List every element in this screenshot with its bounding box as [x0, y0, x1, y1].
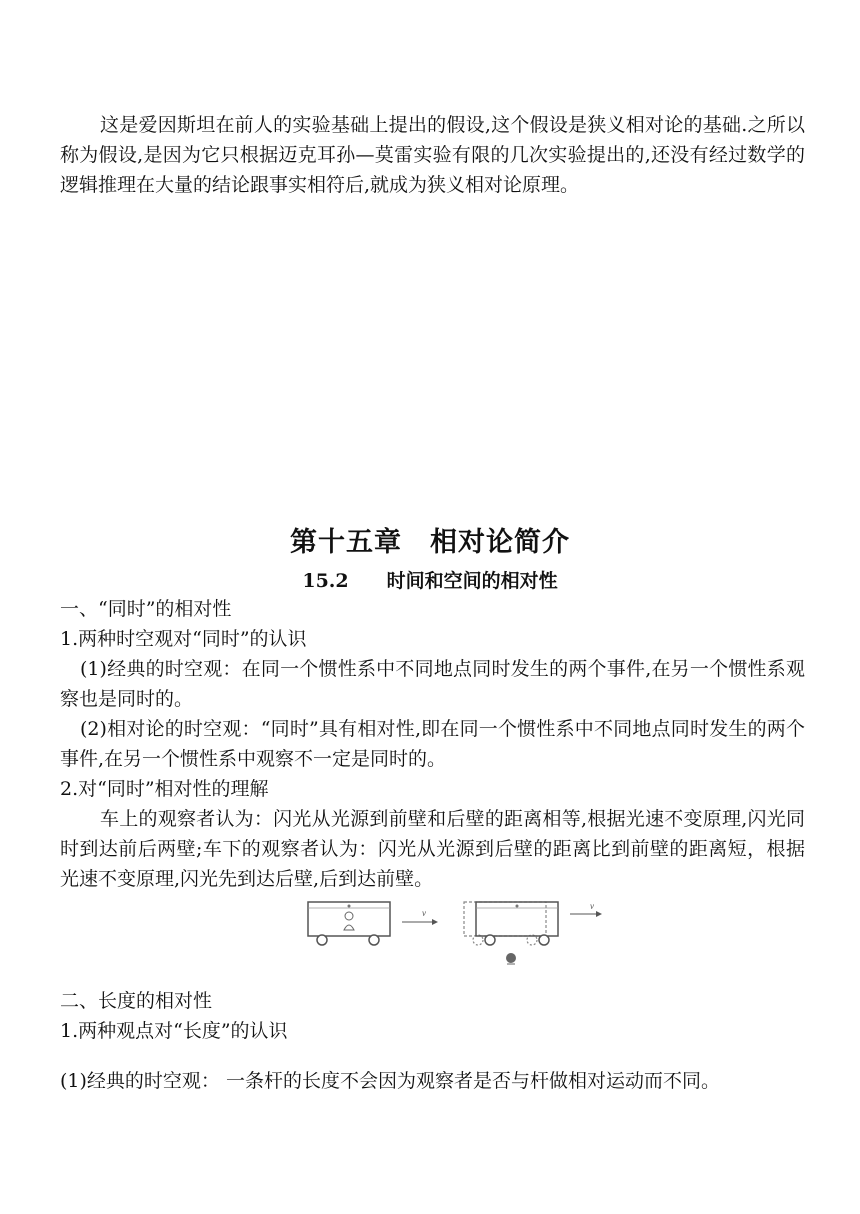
velocity-label-left: v	[422, 908, 426, 918]
part1-sub1-heading: 1.两种时空观对“同时”的认识	[60, 628, 307, 650]
simultaneity-explanation: 车上的观察者认为：闪光从光源到前壁和后壁的距离相等,根据光速不变原理,闪光同时到达前后两壁;车下的观察者认为：闪光从光源到后壁的距离比到前壁的距离短，根据光速不变原理,闪光先到达后壁,后到达前壁。	[60, 808, 805, 890]
length-classical-paragraph: (1)经典的时空观： 一条杆的长度不会因为观察者是否与杆做相对运动而不同。	[60, 1070, 720, 1092]
part1-sub2-heading: 2.对“同时”相对性的理解	[60, 778, 269, 800]
part2-sub1-heading: 1.两种观点对“长度”的认识	[60, 1020, 288, 1042]
velocity-arrow-left	[402, 908, 438, 925]
intro-paragraph: 这是爱因斯坦在前人的实验基础上提出的假设,这个假设是狭义相对论的基础.之所以称为假设,是因为它只根据迈克耳孙—莫雷实验有限的几次实验提出的,还没有经过数学的逻辑推理在大量的结论跟事实相符后,就成为狭义相对论原理。	[60, 114, 805, 196]
part1-heading: 一、“同时”的相对性	[60, 598, 232, 620]
part2-heading: 二、长度的相对性	[60, 990, 213, 1012]
left-carriage	[308, 902, 390, 945]
section-title: 15.2 时间和空间的相对性	[302, 570, 558, 592]
right-carriage	[464, 902, 558, 964]
velocity-arrow-right	[570, 901, 602, 917]
classical-view-paragraph: (1)经典的时空观：在同一个惯性系中不同地点同时发生的两个事件,在另一个惯性系观察也是同时的。	[60, 658, 805, 710]
relativistic-view-paragraph: (2)相对论的时空观：“同时”具有相对性,即在同一个惯性系中不同地点同时发生的两个事件,在另一个惯性系中观察不一定是同时的。	[60, 718, 805, 770]
velocity-label-right: v	[590, 901, 594, 911]
ground-observer-icon	[506, 953, 516, 964]
chapter-title: 第十五章 相对论简介	[290, 527, 570, 558]
observer-on-train-icon	[344, 912, 354, 930]
train-light-figure	[300, 896, 610, 972]
